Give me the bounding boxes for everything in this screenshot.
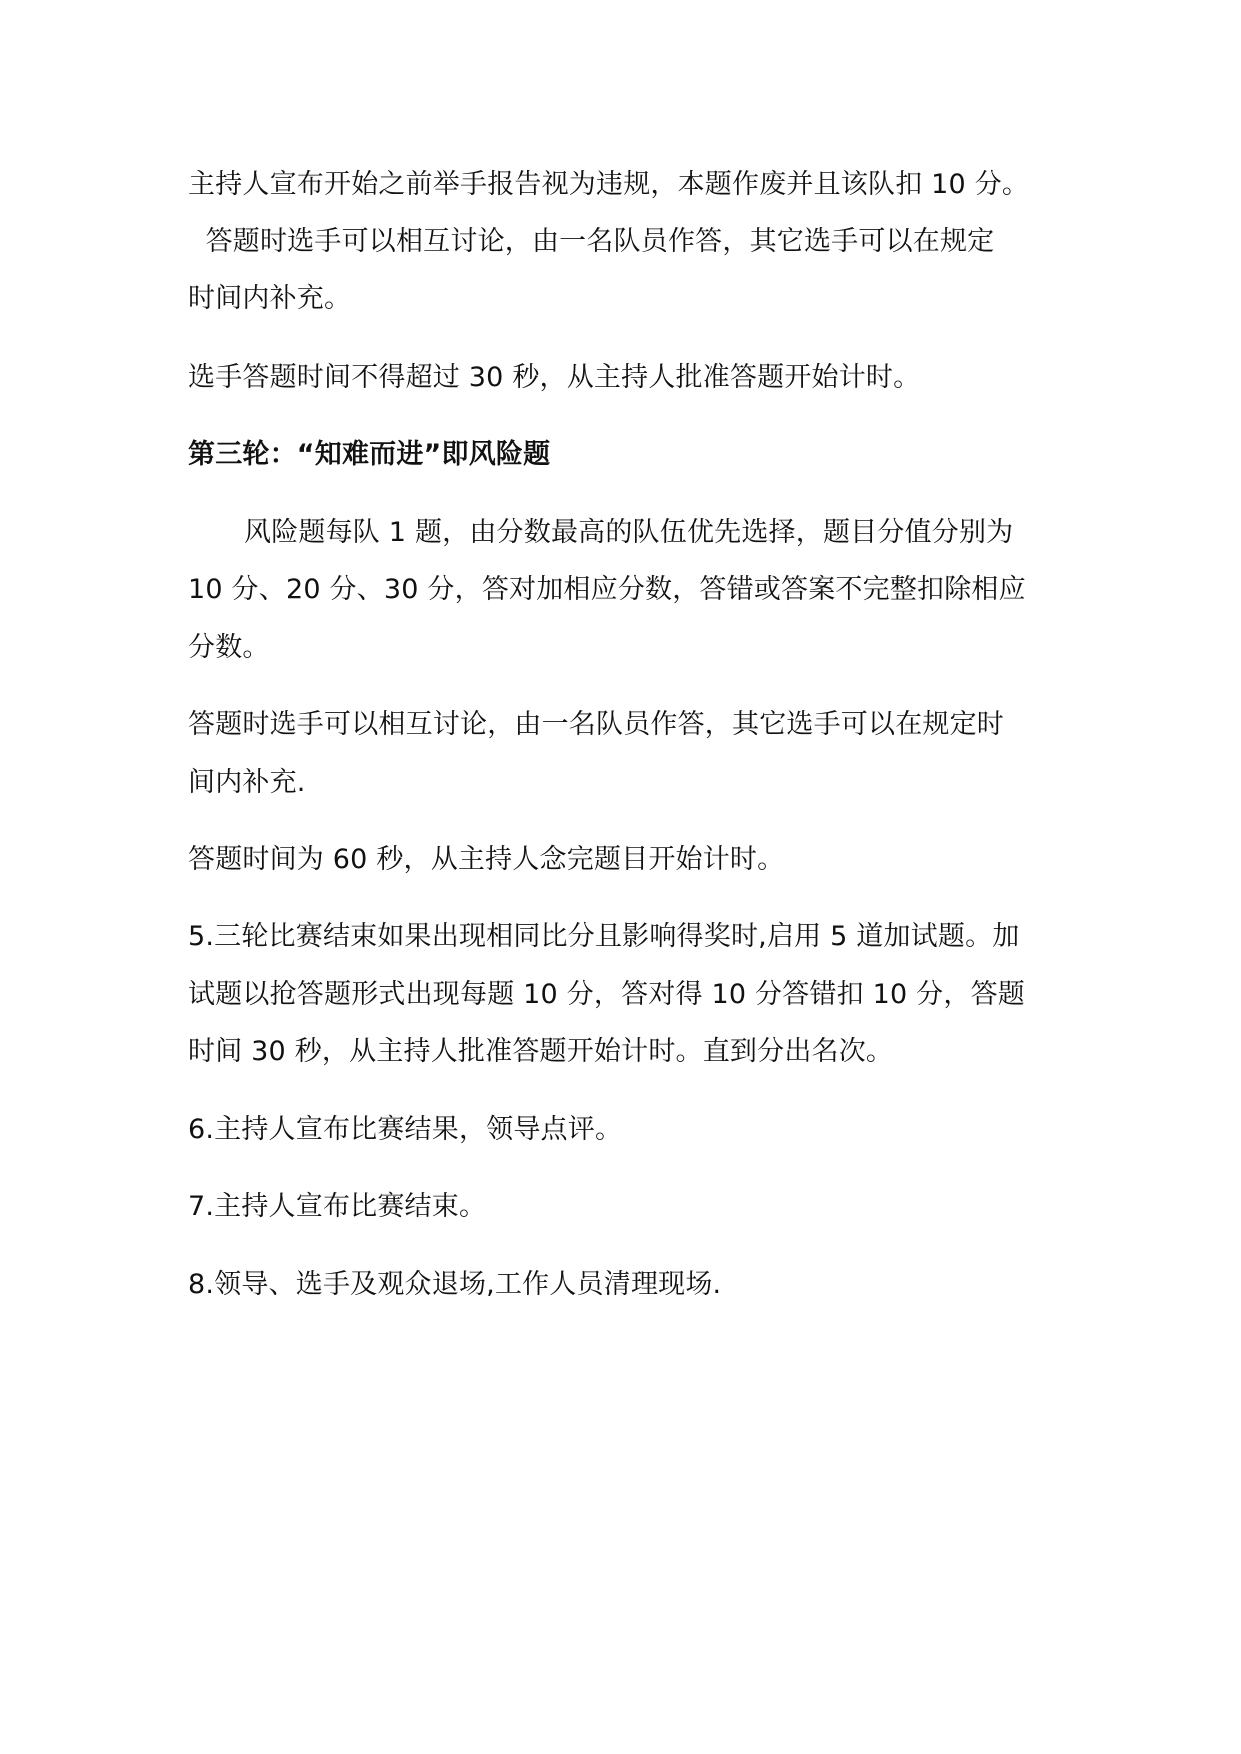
risk-discussion-line-2: 间内补充. [188, 767, 306, 798]
rule-violation-text: 主持人宣布开始之前举手报告视为违规，本题作废并且该队扣 10 分。 [188, 169, 1030, 200]
risk-question-line-3: 分数。 [188, 632, 270, 663]
discussion-rule-line-2: 时间内补充。 [188, 283, 352, 314]
risk-discussion-line-1: 答题时选手可以相互讨论，由一名队员作答，其它选手可以在规定时 [188, 709, 1004, 740]
answer-time-rule: 选手答题时间不得超过 30 秒，从主持人批准答题开始计时。 [188, 362, 921, 393]
discussion-rule-line-1: 答题时选手可以相互讨论，由一名队员作答，其它选手可以在规定 [188, 226, 995, 257]
item-7: 7.主持人宣布比赛结束。 [188, 1191, 487, 1222]
risk-question-line-1: 风险题每队 1 题，由分数最高的队伍优先选择，题目分值分别为 [244, 517, 1014, 548]
round-three-heading: 第三轮：“知难而进”即风险题 [188, 439, 551, 470]
item-5-line-1: 5.三轮比赛结束如果出现相同比分且影响得奖时,启用 5 道加试题。加 [188, 921, 1020, 952]
item-5-line-3: 时间 30 秒，从主持人批准答题开始计时。直到分出名次。 [188, 1036, 894, 1067]
item-5-line-2: 试题以抢答题形式出现每题 10 分，答对得 10 分答错扣 10 分，答题 [188, 979, 1025, 1010]
risk-question-line-2: 10 分、20 分、30 分，答对加相应分数，答错或答案不完整扣除相应 [188, 574, 1026, 605]
item-8: 8.领导、选手及观众退场,工作人员清理现场. [188, 1269, 722, 1300]
risk-answer-time: 答题时间为 60 秒，从主持人念完题目开始计时。 [188, 844, 785, 875]
item-6: 6.主持人宣布比赛结果，领导点评。 [188, 1114, 623, 1145]
